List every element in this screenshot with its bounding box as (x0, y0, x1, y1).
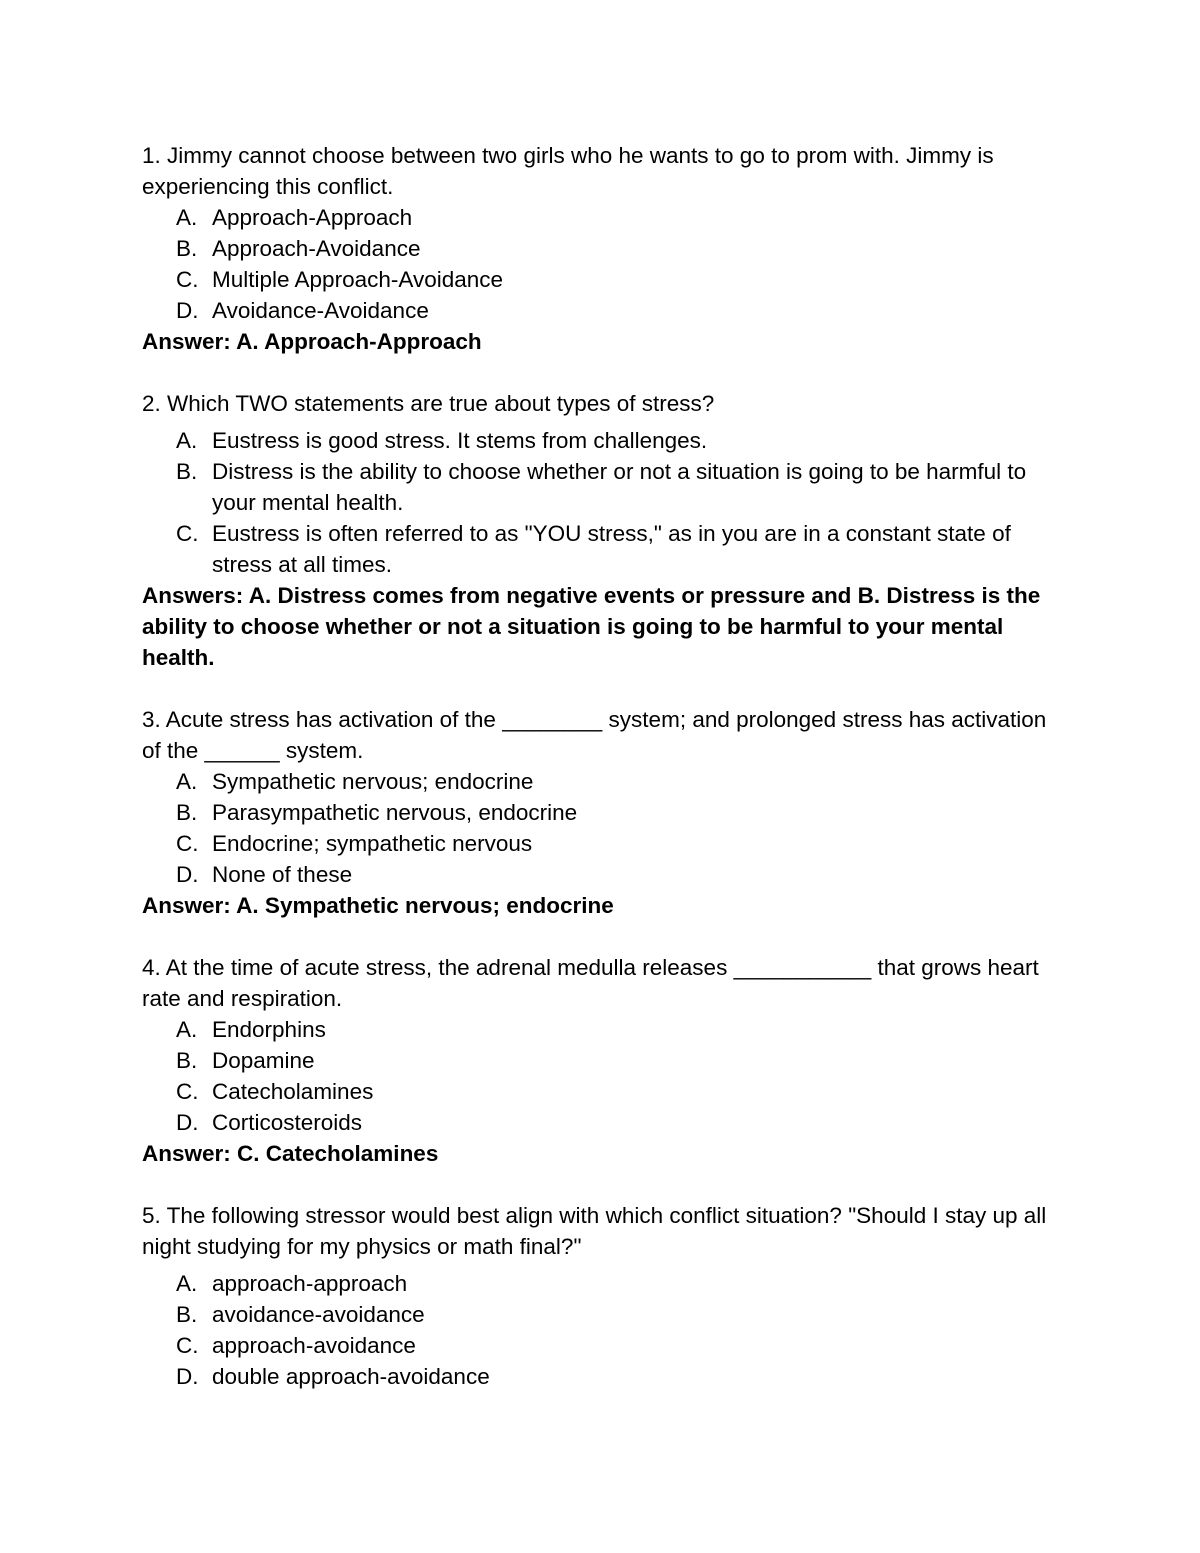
option-letter: A. (176, 428, 198, 453)
option-letter: C. (176, 521, 199, 546)
question-stem: 2. Which TWO statements are true about types of stress? (142, 391, 715, 416)
option-text: Corticosteroids (212, 1110, 363, 1135)
option-list (142, 202, 1062, 326)
option-text: Multiple Approach-Avoidance (212, 267, 504, 292)
option-item (142, 1299, 1062, 1330)
option-list (142, 766, 1062, 890)
option-letter: C. (176, 1079, 199, 1104)
answer-text: Answer: A. Approach-Approach (142, 329, 482, 354)
question-3 (142, 704, 1062, 921)
option-item (142, 1268, 1062, 1299)
option-item (142, 1014, 1062, 1045)
option-item (142, 1076, 1062, 1107)
option-item (142, 828, 1062, 859)
option-list (142, 1268, 1062, 1392)
option-item (142, 264, 1062, 295)
option-letter: D. (176, 1110, 199, 1135)
question-stem: 1. Jimmy cannot choose between two girls who he wants to go to prom with. Jimmy is experiencing this conflict. (142, 143, 994, 199)
option-letter: B. (176, 1302, 198, 1327)
option-text: Distress is the ability to choose whether or not a situation is going to be harmful to your mental health. (212, 459, 1027, 515)
option-letter: B. (176, 1048, 198, 1073)
option-item (142, 1361, 1062, 1392)
option-text: double approach-avoidance (212, 1364, 490, 1389)
option-letter: D. (176, 862, 199, 887)
option-letter: A. (176, 205, 198, 230)
question-1 (142, 140, 1062, 357)
answer-text: Answer: C. Catecholamines (142, 1141, 439, 1166)
option-letter: C. (176, 267, 199, 292)
answer-text: Answers: A. Distress comes from negative events or pressure and B. Distress is the ability to choose whether or not a situation is going to be harmful to your mental health. (142, 583, 1041, 670)
option-text: None of these (212, 862, 353, 887)
option-letter: D. (176, 1364, 199, 1389)
option-text: approach-approach (212, 1271, 408, 1296)
option-text: avoidance-avoidance (212, 1302, 425, 1327)
option-item (142, 202, 1062, 233)
option-item (142, 859, 1062, 890)
document-page (142, 140, 1062, 1423)
option-text: Endocrine; sympathetic nervous (212, 831, 533, 856)
option-item (142, 518, 1062, 580)
option-text: Approach-Avoidance (212, 236, 421, 261)
option-letter: B. (176, 459, 198, 484)
option-item (142, 797, 1062, 828)
question-2 (142, 388, 1062, 673)
option-letter: B. (176, 800, 198, 825)
option-text: Avoidance-Avoidance (212, 298, 429, 323)
option-text: Catecholamines (212, 1079, 374, 1104)
question-stem: 5. The following stressor would best align with which conflict situation? "Should I stay up all night studying for my physics or math final?" (142, 1203, 1047, 1259)
option-item (142, 1045, 1062, 1076)
option-text: Sympathetic nervous; endocrine (212, 769, 534, 794)
option-letter: C. (176, 831, 199, 856)
option-text: Parasympathetic nervous, endocrine (212, 800, 578, 825)
option-letter: A. (176, 769, 198, 794)
option-text: Eustress is good stress. It stems from challenges. (212, 428, 708, 453)
option-item (142, 295, 1062, 326)
question-5 (142, 1200, 1062, 1392)
option-text: Eustress is often referred to as "YOU stress," as in you are in a constant state of stress at all times. (212, 521, 1011, 577)
option-item (142, 1330, 1062, 1361)
question-4 (142, 952, 1062, 1169)
option-letter: D. (176, 298, 199, 323)
option-letter: A. (176, 1017, 198, 1042)
option-letter: A. (176, 1271, 198, 1296)
option-text: Dopamine (212, 1048, 315, 1073)
option-text: approach-avoidance (212, 1333, 416, 1358)
option-list (142, 425, 1062, 580)
question-stem: 3. Acute stress has activation of the ________ system; and prolonged stress has activation of the ______ system. (142, 707, 1047, 763)
option-item (142, 456, 1062, 518)
option-list (142, 1014, 1062, 1138)
option-item (142, 425, 1062, 456)
option-text: Approach-Approach (212, 205, 413, 230)
option-item (142, 1107, 1062, 1138)
answer-text: Answer: A. Sympathetic nervous; endocrine (142, 893, 614, 918)
option-letter: C. (176, 1333, 199, 1358)
question-stem: 4. At the time of acute stress, the adrenal medulla releases ___________ that grows heart rate and respiration. (142, 955, 1039, 1011)
option-letter: B. (176, 236, 198, 261)
option-item (142, 233, 1062, 264)
option-item (142, 766, 1062, 797)
option-text: Endorphins (212, 1017, 326, 1042)
